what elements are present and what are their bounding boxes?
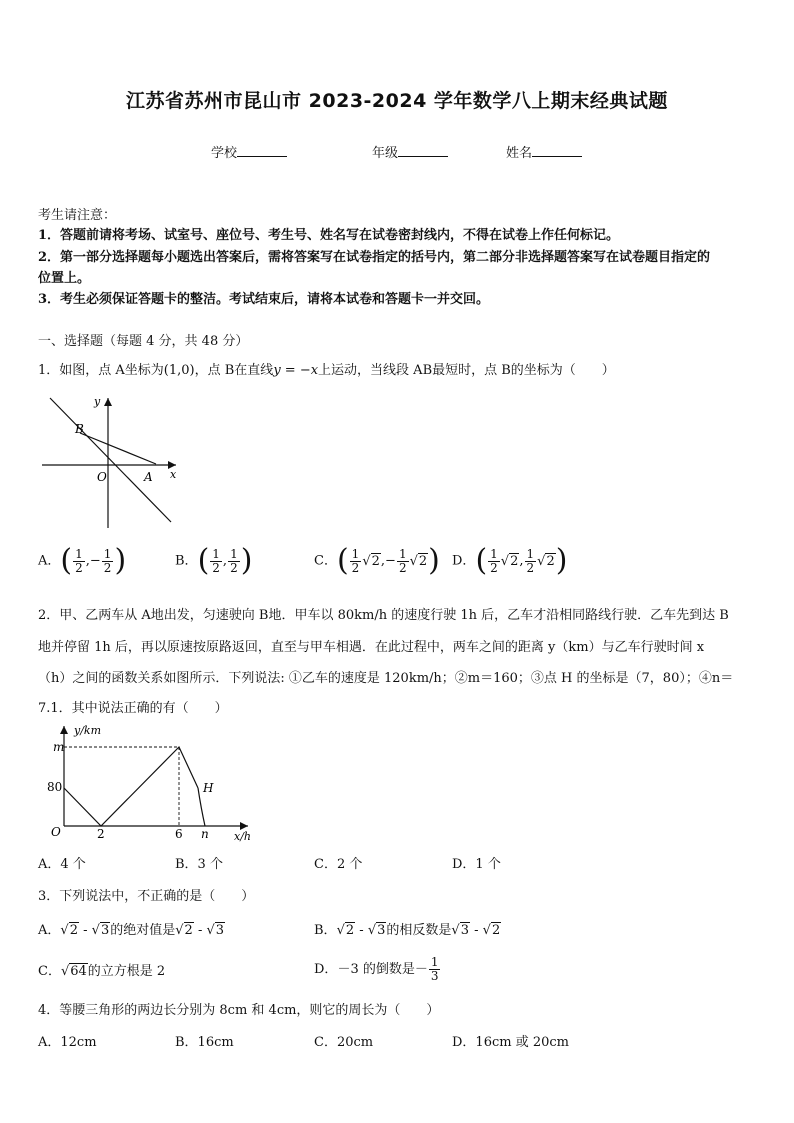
q1-stem [38,359,615,378]
q1-stem-c: 上运动，当线段 AB最短时，点 B的坐标为（ ） [318,363,615,378]
q1-segment-ab [80,433,156,464]
q1-stem-b: ，点 B在直线 [194,363,274,378]
q2-label-h: H [203,781,214,795]
q2-label-x: x/h [234,830,251,843]
q3-option-d[interactable]: D．－3 的倒数是－ $\frac{1}{3}$ [314,955,439,983]
q2-x-arrow [240,822,248,830]
q2-graph-line [64,747,198,826]
q2-line-3: （h）之间的函数关系如图所示．下列说法: ①乙车的速度是 120km/h；②m＝160；③点 H 的坐标是（7，80）；④n＝ [38,671,734,686]
notice-item-3: 3．考生必须保证答题卡的整洁。考试结束后，请将本试卷和答题卡一并交回。 [38,292,490,307]
school-label: 学校 [211,146,238,161]
q1-line-y-neg-x [50,398,171,522]
q4-option-a[interactable]: A．12cm [38,1035,97,1050]
q3-option-b[interactable]: B．√2 - √3的相反数是√3 - √2 [314,923,501,938]
q1-option-a[interactable]: A．( $\frac{1}{2}$ ,− $\frac{1}{2}$ ) [38,543,127,578]
q1-label-b: B [75,422,84,436]
q2-line-1: 2．甲、乙两车从 A地出发，匀速驶向 B地．甲车以 80km/h 的速度行驶 1h 后，乙车才沿相同路线行驶．乙车先到达 B [38,608,729,623]
q2-line-2: 地并停留 1h 后，再以原速按原路返回，直至与甲车相遇．在此过程中，两车之间的距离 y（km）与乙车行驶时间 x [38,640,705,655]
grade-label: 年级 [372,146,399,161]
q2-y-arrow [60,726,68,734]
q1-coord: (1,0) [163,363,195,378]
q4-option-c[interactable]: C．20cm [314,1035,374,1050]
notice-item-1: 1．答题前请将考场、试室号、座位号、考生号、姓名写在试卷密封线内，不得在试卷上作任何标记。 [38,228,620,243]
q2-option-a[interactable]: A．4 个 [38,857,86,872]
q2-label-2: 2 [97,827,105,841]
q3-option-a[interactable]: A．√2 - √3的绝对值是√2 - √3 [38,923,225,938]
name-field [506,142,582,161]
page-title: 江苏省苏州市昆山市 2023-2024 学年数学八上期末经典试题 [126,90,668,112]
q4-stem: 4．等腰三角形的两边长分别为 8cm 和 4cm，则它的周长为（ ） [38,1003,440,1018]
q2-label-6: 6 [175,827,183,841]
name-blank[interactable] [532,144,582,157]
q1-y-arrow [104,398,112,406]
q2-label-m: m [53,740,65,754]
q1-label-y: y [94,395,101,408]
q2-figure [38,720,268,845]
q2-option-b[interactable]: B．3 个 [175,857,223,872]
q4-option-b[interactable]: B．16cm [175,1035,234,1050]
notice-heading: 考生请注意： [38,208,117,223]
grade-field [372,142,448,161]
q2-option-d[interactable]: D．1 个 [452,857,501,872]
q1-stem-a: 1．如图，点 A坐标为 [38,363,164,378]
q1-label-o: O [97,470,107,484]
q2-label-o: O [51,825,61,839]
school-field [211,142,287,161]
q1-option-d[interactable]: D．( $\frac{1}{2}$ √2, $\frac{1}{2}$ √2) [452,543,568,578]
q1-line-eq: y = −x [273,363,319,378]
q2-line-4: 7.1．其中说法正确的有（ ） [38,701,228,716]
notice-item-2: 2．第一部分选择题每小题选出答案后，需将答案写在试卷指定的括号内，第二部分非选择题答案写在试卷题目指定的 [38,250,711,265]
q1-option-c[interactable]: C．( $\frac{1}{2}$ √2,− $\frac{1}{2}$ √2) [314,543,440,578]
q2-label-80: 80 [47,780,63,794]
q2-option-c[interactable]: C．2 个 [314,857,363,872]
q1-option-b[interactable]: B．( $\frac{1}{2}$ , $\frac{1}{2}$ ) [175,543,253,578]
q1-label-a: A [144,470,153,484]
q2-label-y: y/km [74,724,102,737]
grade-blank[interactable] [398,144,448,157]
section-heading: 一、选择题（每题 4 分，共 48 分） [38,334,249,349]
name-label: 姓名 [506,146,533,161]
q3-option-c[interactable]: C．√64的立方根是 2 [38,964,166,979]
notice-item-2-cont: 位置上。 [38,271,91,286]
school-blank[interactable] [237,144,287,157]
q2-label-n: n [201,827,209,841]
q1-label-x: x [170,468,177,481]
q3-stem: 3．下列说法中，不正确的是（ ） [38,889,255,904]
q4-option-d[interactable]: D．16cm 或 20cm [452,1035,569,1050]
q1-figure [36,392,186,532]
